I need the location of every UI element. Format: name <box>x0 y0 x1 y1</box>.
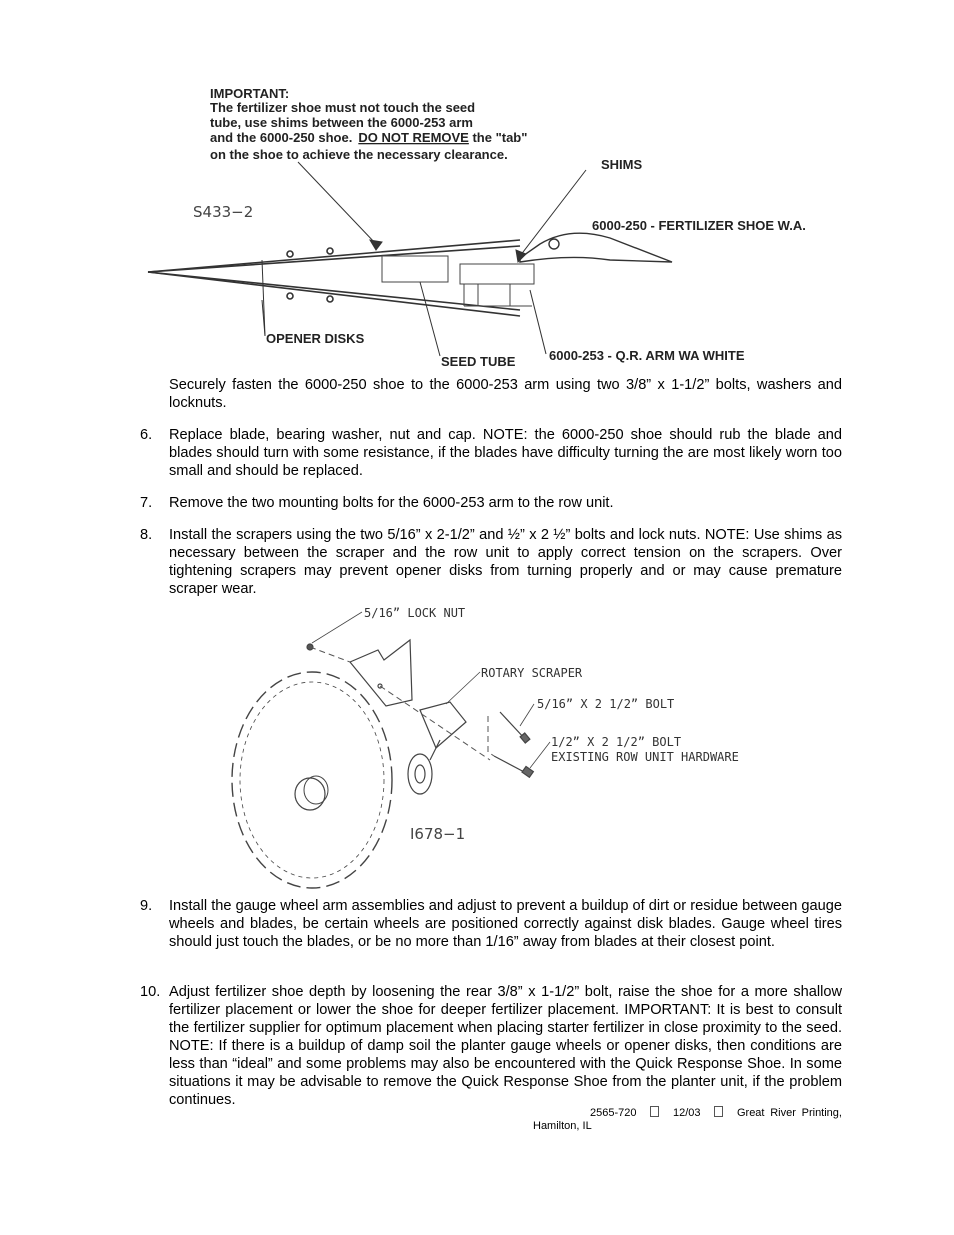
footer-line-1 <box>590 1106 842 1120</box>
drawing-id-s433: S433−2 <box>193 203 254 221</box>
fertilizer-shoe-drawing <box>520 233 672 262</box>
seed-tube-label: SEED TUBE <box>441 354 516 369</box>
step-number-6: 6. <box>140 427 153 443</box>
shims-label: SHIMS <box>601 157 643 172</box>
footer-word-river: River <box>770 1107 796 1119</box>
bolt-516-label: 5/16” X 2 1/2” BOLT <box>537 697 675 711</box>
fertilizer-shoe-diagram <box>0 0 954 380</box>
step-number-9: 9. <box>140 898 153 914</box>
footer-word-printing: Printing, <box>801 1107 842 1119</box>
rotary-scraper-label: ROTARY SCRAPER <box>481 666 583 680</box>
figure2-leader-lines <box>312 612 550 768</box>
footer-date: 12/03 <box>672 1107 701 1119</box>
step-text-8: Install the scrapers using the two 5/16” x 2-1/2” and ½” x 2 ½” bolts and lock nuts. NOTE: Use shims as necessary between the scraper and the row unit to apply correct tension on the scrapers. Over tightening scrapers may prevent opener disks from turning properly and or may cause premature scraper wear. <box>169 527 842 597</box>
rotary-scraper-diagram <box>0 595 954 895</box>
drawing-id-i678: I678−1 <box>410 825 466 843</box>
step-text-10: Adjust fertilizer shoe depth by loosening the rear 3/8” x 1-1/2” bolt, raise the shoe for a more shallow fertilizer placement or lower the shoe for deeper fertilizer placement. IMPORTANT: It is best to consult the fertilizer supplier for optimum placement when placing starter fertilizer in close proximity to the seed. NOTE: If there is a buildup of damp soil the planter gauge wheels or opener disks, then conditions are less than “ideal” and some problems may also be encountered with the Quick Response Shoe. In some situations it may be advisable to remove the Quick Response Shoe from the planter unit, if the problem continues. <box>169 984 842 1108</box>
important-line-1: The fertilizer shoe must not touch the seed <box>210 100 476 115</box>
intro-paragraph: Securely fasten the 6000-250 shoe to the 6000-253 arm using two 3/8” x 1-1/2” bolts, washers and locknuts. <box>169 377 842 411</box>
step-number-8: 8. <box>140 527 153 543</box>
important-title: IMPORTANT: <box>210 86 290 101</box>
important-line-3: and the 6000-250 shoe. DO NOT REMOVE the "tab" <box>210 130 528 145</box>
important-line-2: tube, use shims between the 6000-253 arm <box>210 115 473 130</box>
bolt-12-label: 1/2” X 2 1/2” BOLT <box>551 735 682 749</box>
important-line-5: on the shoe to achieve the necessary clearance. <box>210 147 508 162</box>
step-text-9: Install the gauge wheel arm assemblies and adjust to prevent a buildup of dirt or residue between gauge wheels and blades, be certain wheels are positioned correctly against disk blades. Gauge wheel tires should just touch the blades, or be no more than 1/16” away from blades at their closest point. <box>169 898 842 950</box>
opener-disk-drawing <box>232 672 392 888</box>
bolts-drawing <box>494 712 533 777</box>
step-text-7: Remove the two mounting bolts for the 6000-253 arm to the row unit. <box>169 495 614 511</box>
footer-word-great: Great <box>736 1107 765 1119</box>
opener-disks-label: OPENER DISKS <box>266 331 365 346</box>
footer-line-2: Hamilton, IL <box>533 1120 592 1132</box>
step-number-10: 10. <box>140 984 161 1000</box>
box-separator-icon <box>650 1106 659 1117</box>
scraper-bracket-drawing <box>307 640 412 706</box>
footer-part-number: 2565-720 <box>590 1107 637 1119</box>
step-number-7: 7. <box>140 495 153 511</box>
step-text-6: Replace blade, bearing washer, nut and cap. NOTE: the 6000-250 shoe should rub the blade and blades should turn with some resistance, if the blades have difficulty turning the are most likely worn too small and should be replaced. <box>169 427 842 479</box>
existing-hardware-label: EXISTING ROW UNIT HARDWARE <box>551 750 739 764</box>
lock-nut-label: 5/16” LOCK NUT <box>364 606 466 620</box>
rotary-scraper-drawing <box>408 702 466 794</box>
fertilizer-shoe-label: 6000-250 - FERTILIZER SHOE W.A. <box>592 218 806 233</box>
box-separator-icon <box>714 1106 723 1117</box>
qr-arm-label: 6000-253 - Q.R. ARM WA WHITE <box>549 348 745 363</box>
